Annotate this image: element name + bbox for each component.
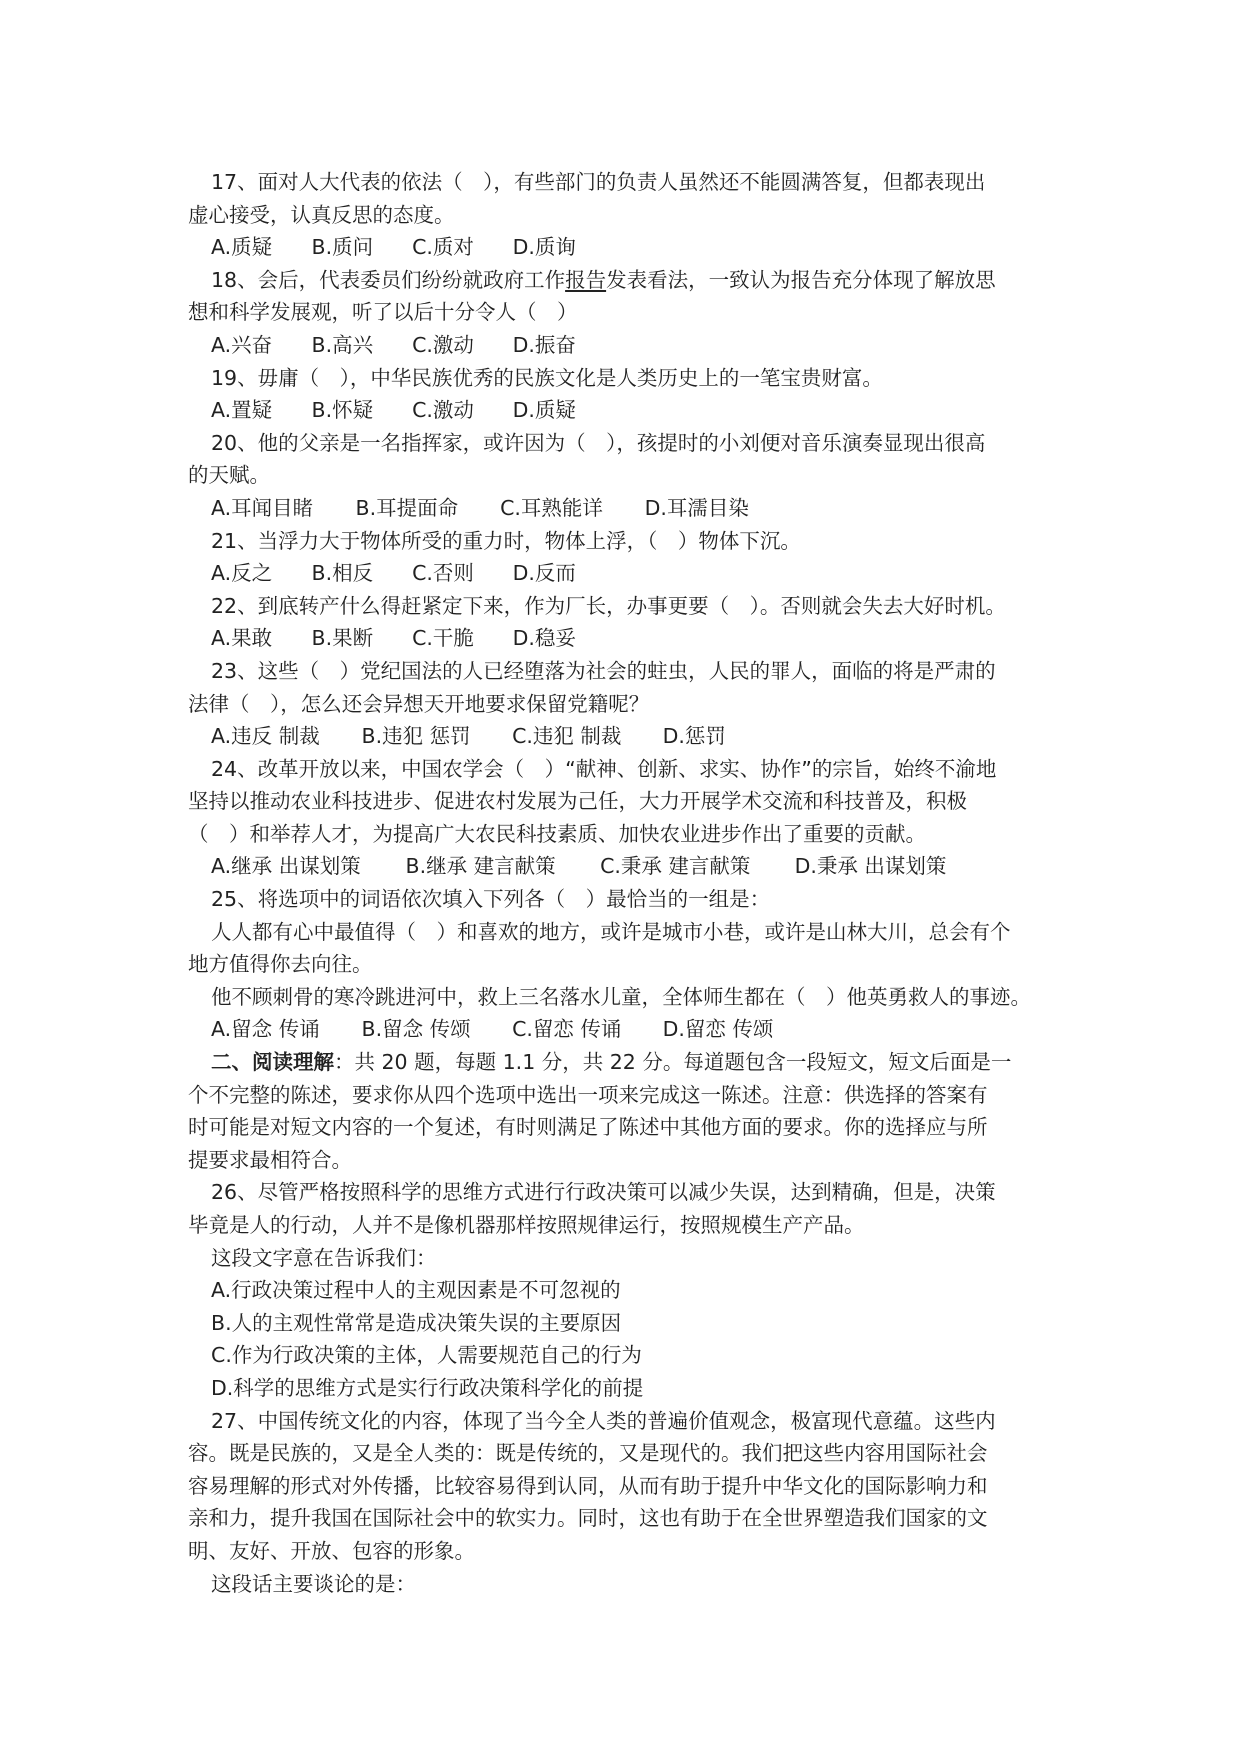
q18-option-c[interactable]: C.激动 [412, 332, 474, 357]
q19-option-d[interactable]: D.质疑 [512, 398, 576, 423]
q27-stem-line-5: 明、友好、开放、包容的形象。 [188, 1538, 475, 1563]
q27-prompt: 这段话主要谈论的是： [211, 1571, 416, 1596]
q20-options [188, 492, 1068, 525]
q27-stem-line-2: 容。既是民族的，又是全人类的：既是传统的，又是现代的。我们把这些内容用国际社会 [188, 1441, 988, 1466]
q25-options [188, 1013, 1068, 1046]
q17-option-a[interactable]: A.质疑 [211, 235, 273, 260]
q24-stem-line-1: 24、改革开放以来，中国农学会（ ）“献神、创新、求实、协作”的宗旨，始终不渝地 [211, 756, 997, 781]
section2-intro-line-2: 个不完整的陈述，要求你从四个选项中选出一项来完成这一陈述。注意：供选择的答案有 [188, 1082, 988, 1107]
q21-option-c[interactable]: C.否则 [412, 561, 474, 586]
q17-option-d[interactable]: D.质询 [512, 235, 576, 260]
q18-option-a[interactable]: A.兴奋 [211, 332, 273, 357]
q22-options [188, 622, 1068, 655]
q24-option-d[interactable]: D.秉承 出谋划策 [794, 854, 947, 879]
q23-stem-line-1: 23、这些（ ）党纪国法的人已经堕落为社会的蛀虫，人民的罪人，面临的将是严肃的 [211, 658, 996, 683]
report-link[interactable]: 报告 [565, 267, 607, 292]
section2-intro-line-1 [188, 1046, 1068, 1079]
q25-option-c[interactable]: C.留恋 传诵 [512, 1017, 622, 1042]
q18-stem-line-1 [188, 264, 1068, 297]
q19-option-a[interactable]: A.置疑 [211, 398, 273, 423]
q17-stem-line-2: 虚心接受，认真反思的态度。 [188, 202, 455, 227]
q27-stem-line-4: 亲和力，提升我国在国际社会中的软实力。同时，这也有助于在全世界塑造我们国家的文 [188, 1506, 988, 1531]
q24-options [188, 850, 1068, 883]
q22-option-d[interactable]: D.稳妥 [512, 626, 576, 651]
q26-stem-line-2: 毕竟是人的行动，人并不是像机器那样按照规律运行，按照规模生产产品。 [188, 1213, 865, 1237]
q21-options [188, 557, 1068, 590]
q24-option-b[interactable]: B.继承 建言献策 [405, 854, 556, 879]
q20-option-b[interactable]: B.耳提面命 [355, 495, 459, 520]
q26-option-c[interactable]: C.作为行政决策的主体，人需要规范自己的行为 [211, 1343, 642, 1368]
q23-stem-line-2: 法律（ ），怎么还会异想天开地要求保留党籍呢？ [188, 691, 650, 716]
q20-stem-line-2: 的天赋。 [188, 463, 270, 488]
q22-stem-line-1: 22、到底转产什么得赶紧定下来，作为厂长，办事更要（ ）。否则就会失去大好时机。 [211, 593, 1006, 618]
q25-stem-line-3: 地方值得你去向往。 [188, 952, 373, 977]
q25-stem-line-2: 人人都有心中最值得（ ）和喜欢的地方，或许是城市小巷，或许是山林大川，总会有个 [211, 919, 1011, 944]
q22-option-c[interactable]: C.干脆 [412, 626, 474, 651]
q21-option-d[interactable]: D.反而 [512, 561, 576, 586]
q26-prompt: 这段文字意在告诉我们： [211, 1245, 437, 1270]
q20-option-a[interactable]: A.耳闻目睹 [211, 495, 314, 520]
q26-option-b[interactable]: B.人的主观性常常是造成决策失误的主要原因 [211, 1310, 622, 1335]
q23-option-c[interactable]: C.违犯 制裁 [512, 724, 622, 749]
q26-option-d[interactable]: D.科学的思维方式是实行行政决策科学化的前提 [211, 1375, 644, 1400]
q21-option-a[interactable]: A.反之 [211, 561, 273, 586]
q25-option-d[interactable]: D.留恋 传颂 [662, 1017, 774, 1042]
exam-page [188, 166, 1068, 1600]
q27-stem-line-3: 容易理解的形式对外传播，比较容易得到认同，从而有助于提升中华文化的国际影响力和 [188, 1473, 988, 1498]
q18-stem-part-a: 18、会后，代表委员们纷纷就政府工作 [211, 267, 566, 292]
q19-option-c[interactable]: C.激动 [412, 398, 474, 423]
q24-option-c[interactable]: C.秉承 建言献策 [600, 854, 751, 879]
q25-option-b[interactable]: B.留念 传颂 [361, 1017, 471, 1042]
q24-option-a[interactable]: A.继承 出谋划策 [211, 854, 361, 879]
q18-stem-part-b: 发表看法，一致认为报告充分体现了解放思 [606, 267, 996, 292]
q23-option-d[interactable]: D.惩罚 [662, 724, 726, 749]
q27-stem-line-1: 27、中国传统文化的内容，体现了当今全人类的普遍价值观念，极富现代意蕴。这些内 [211, 1408, 996, 1433]
q23-option-a[interactable]: A.违反 制裁 [211, 724, 320, 749]
q26-option-a[interactable]: A.行政决策过程中人的主观因素是不可忽视的 [211, 1278, 621, 1303]
q21-option-b[interactable]: B.相反 [311, 561, 374, 586]
q24-stem-line-3: （ ）和举荐人才，为提高广大农民科技素质、加快农业进步作出了重要的贡献。 [188, 821, 926, 846]
q21-stem-line-1: 21、当浮力大于物体所受的重力时，物体上浮，（ ）物体下沉。 [211, 528, 801, 553]
q17-stem-line-1: 17、面对人大代表的依法（ ），有些部门的负责人虽然还不能圆满答复，但都表现出 [211, 170, 986, 194]
q23-options [188, 720, 1068, 753]
q18-option-b[interactable]: B.高兴 [311, 332, 374, 357]
q19-stem-line-1: 19、毋庸（ ），中华民族优秀的民族文化是人类历史上的一笔宝贵财富。 [211, 365, 883, 390]
q22-option-a[interactable]: A.果敢 [211, 626, 273, 651]
q26-stem-line-1: 26、尽管严格按照科学的思维方式进行行政决策可以减少失误，达到精确，但是，决策 [211, 1180, 996, 1205]
q18-option-d[interactable]: D.振奋 [512, 332, 576, 357]
q25-option-a[interactable]: A.留念 传诵 [211, 1017, 320, 1042]
q20-stem-line-1: 20、他的父亲是一名指挥家，或许因为（ ），孩提时的小刘便对音乐演奏显现出很高 [211, 430, 986, 455]
q22-option-b[interactable]: B.果断 [311, 626, 374, 651]
q20-option-d[interactable]: D.耳濡目染 [644, 495, 749, 520]
q23-option-b[interactable]: B.违犯 惩罚 [361, 724, 471, 749]
q25-stem-line-1: 25、将选项中的词语依次填入下列各（ ）最恰当的一组是： [211, 887, 771, 912]
q24-stem-line-2: 坚持以推动农业科技进步、促进农村发展为己任，大力开展学术交流和科技普及，积极 [188, 789, 967, 814]
section2-intro-line-4: 提要求最相符合。 [188, 1147, 352, 1172]
q17-options [188, 231, 1068, 264]
q19-option-b[interactable]: B.怀疑 [311, 398, 374, 423]
q19-options [188, 394, 1068, 427]
section2-intro-line-3: 时可能是对短文内容的一个复述，有时则满足了陈述中其他方面的要求。你的选择应与所 [188, 1115, 988, 1140]
section2-intro-first: ：共 20 题，每题 1.1 分，共 22 分。每道题包含一段短文，短文后面是一 [334, 1050, 1012, 1075]
q18-options [188, 329, 1068, 362]
section2-heading: 二、阅读理解 [211, 1050, 334, 1075]
q18-stem-line-2: 想和科学发展观，听了以后十分令人（ ） [188, 300, 578, 325]
q25-stem-line-4: 他不顾刺骨的寒冷跳进河中，救上三名落水儿童，全体师生都在（ ）他英勇救人的事迹。 [211, 984, 1031, 1009]
q20-option-c[interactable]: C.耳熟能详 [500, 495, 603, 520]
q17-option-c[interactable]: C.质对 [412, 235, 474, 260]
q17-option-b[interactable]: B.质问 [311, 235, 374, 260]
